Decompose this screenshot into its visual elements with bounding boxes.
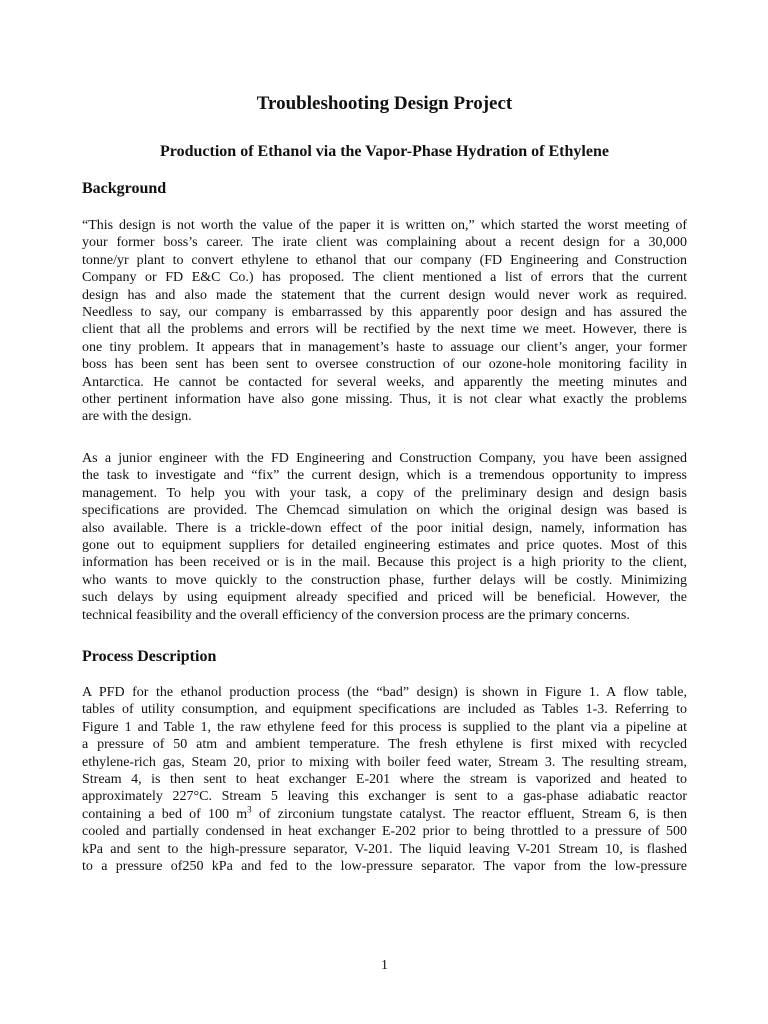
text-line: the task to investigate and “fix” the current design, which is a tremendous opportunity to impress [82,468,687,484]
text-line: technical feasibility and the overall efficiency of the conversion process are the primary concerns. [82,607,630,623]
text-line: to a pressure of250 kPa and fed to the low-pressure separator. The vapor from the low-pressure [82,859,687,875]
text-line: boss has been sent has been sent to oversee construction of our ozone-hole monitoring facility in [82,357,687,373]
section-heading-background: Background [82,180,167,197]
process-description-paragraph [82,684,687,875]
text-line: one tiny problem. It appears that in management’s haste to assuage our client’s anger, your former [82,339,687,355]
text-line: tonne/yr plant to convert ethylene to ethanol that our company (FD Engineering and Construction [82,252,687,268]
document-title: Troubleshooting Design Project [256,93,513,114]
text-line: As a junior engineer with the FD Engineering and Construction Company, you have been assigned [82,451,687,466]
text-line: who wants to move quickly to the construction phase, further delays will be costly. Minimizing [82,572,687,588]
text-line-with-superscript [82,806,687,823]
text-line: Figure 1 and Table 1, the raw ethylene feed for this process is supplied to the plant via a pipeline at [82,719,687,735]
text-line: a pressure of 50 atm and ambient temperature. The fresh ethylene is first mixed with recycled [82,737,687,753]
text-line: other pertinent information have also gone missing. Thus, it is not clear what exactly the problems [82,392,687,408]
text-line: ethylene-rich gas, Steam 20, prior to mixing with boiler feed water, Stream 3. The resulting stream, [82,754,687,770]
text-line: information has been received or is in the mail. Because this project is a high priority to the client, [82,555,687,571]
document-subtitle: Production of Ethanol via the Vapor-Phase Hydration of Ethylene [160,143,609,160]
text-line: your former boss’s career. The irate client was complaining about a recent design for a 30,000 [82,235,687,251]
page-number: 1 [381,958,388,973]
text-line: design has and also made the statement that the current design would never work as required. [82,287,687,303]
text-line: Stream 4, is then sent to heat exchanger E-201 where the stream is vaporized and heated to [82,772,687,788]
background-paragraph-2 [82,450,687,624]
text-line: client that all the problems and errors will be rectified by the next time we meet. However, there is [82,322,687,338]
text-line: Antarctica. He cannot be contacted for several weeks, and apparently the meeting minutes and [82,374,687,390]
section-heading-process-description: Process Description [82,648,217,665]
superscript-exponent: 3 [247,805,252,815]
text-line: kPa and sent to the high-pressure separator, V-201. The liquid leaving V-201 Stream 10, is flashed [82,841,687,857]
text-line: also available. There is a trickle-down effect of the poor initial design, namely, information has [82,520,687,536]
document-page [82,0,687,1024]
text-line: cooled and partially condensed in heat exchanger E-202 prior to being throttled to a pressure of 500 [82,824,687,840]
text-fragment: containing a bed of 100 m [82,806,248,822]
text-line: approximately 227°C. Stream 5 leaving this exchanger is sent to a gas-phase adiabatic reactor [82,789,687,805]
text-line: are with the design. [82,409,192,425]
background-paragraph-1 [82,217,687,426]
text-line: Company or FD E&C Co.) has proposed. The client mentioned a list of errors that the current [82,270,687,286]
text-line: A PFD for the ethanol production process (the “bad” design) is shown in Figure 1. A flow table, [82,685,687,700]
text-line: tables of utility consumption, and equipment specifications are included as Tables 1-3. Referring to [82,702,687,718]
text-line: “This design is not worth the value of the paper it is written on,” which started the worst meeting of [82,218,687,233]
text-line: gone out to equipment suppliers for detailed engineering estimates and price quotes. Most of this [82,538,687,554]
text-line: such delays by using equipment already specified and priced will be beneficial. However, the [82,590,687,606]
text-line: Needless to say, our company is embarrassed by this apparently poor design and has assured the [82,305,687,321]
text-line: specifications are provided. The Chemcad simulation on which the original design was based is [82,503,687,519]
text-line: management. To help you with your task, a copy of the preliminary design and design basis [82,485,687,501]
text-fragment: of zirconium tungstate catalyst. The reactor effluent, Stream 6, is then [251,806,687,822]
